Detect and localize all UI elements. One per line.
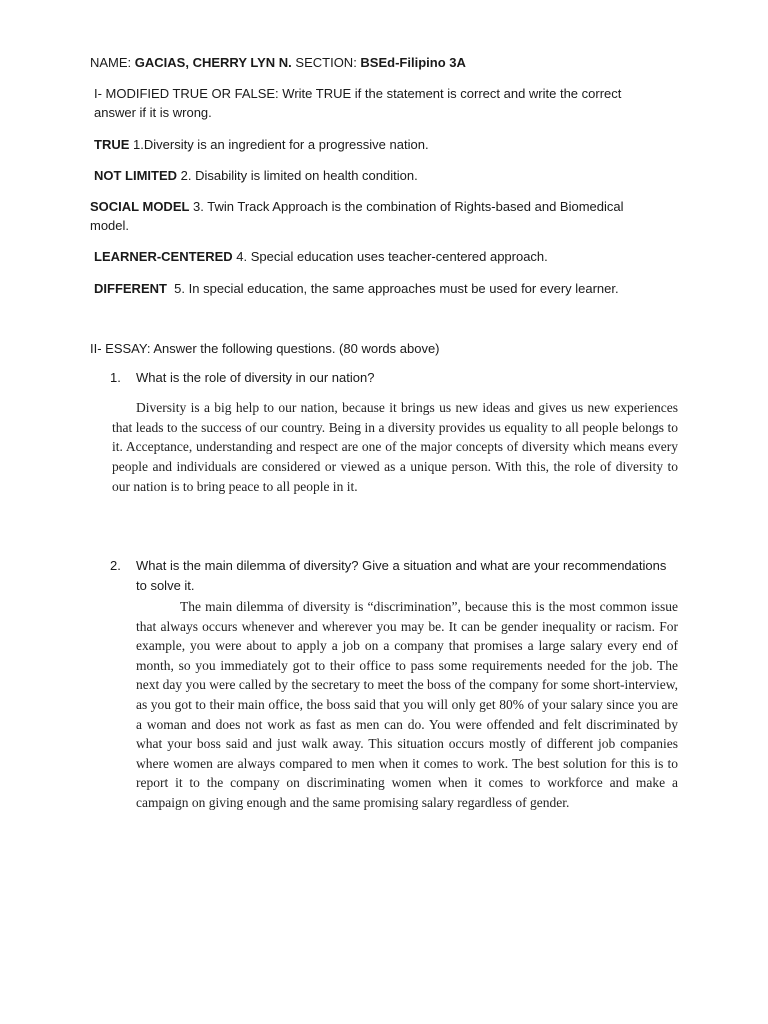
tf-answer: NOT LIMITED — [94, 168, 178, 183]
essay-answer-2: The main dilemma of diversity is “discrimination”, because this is the most common issue that always occurs whenever and wherever you may be. It can be gender inequality or racism. For example, you were about to apply a job on a company that promises a large salary every end of month, so you immediately got to their office to pass some requirements needed for the job. The next day you were called by the secretary to meet the boss of the company for some short-interview, as you got to their main office, the boss said that you will only get 80% of your salary since you are a woman and does not work as fast as men can do. You were offended and felt discriminated by what your boss said and just walk away. This situation occurs mostly of different job companies where women are always compared to men when it comes to work. The best solution for this is to report it to the company on discriminating women when it comes to workforce and make a campaign on giving enough and the same promising salary regardless of gender. — [136, 599, 678, 810]
part2-instructions: Answer the following questions. (80 words above) — [150, 341, 440, 356]
tf-statement: Special education uses teacher-centered approach. — [247, 249, 548, 264]
part2-heading — [90, 339, 690, 358]
essay-question-1 — [110, 368, 670, 388]
student-header — [90, 53, 690, 72]
tf-number: 5. — [166, 281, 186, 296]
section-value: BSEd-Filipino 3A — [360, 55, 466, 70]
section-label: SECTION: — [291, 55, 361, 70]
question-number: 2. — [110, 558, 121, 573]
student-name: GACIAS, CHERRY LYN N. — [134, 55, 292, 70]
part1-instructions: Write TRUE if the statement is correct and write the correct answer if it is wrong. — [94, 86, 622, 120]
essay-question-2 — [110, 556, 670, 596]
tf-answer: DIFFERENT — [94, 281, 167, 296]
tf-item-2 — [94, 166, 694, 185]
tf-number: 2. — [177, 168, 192, 183]
tf-number: 3. — [189, 199, 204, 214]
tf-statement: Disability is limited on health condition. — [191, 168, 418, 183]
tf-item-3 — [90, 197, 650, 235]
tf-answer: SOCIAL MODEL — [90, 199, 190, 214]
question-text: What is the role of diversity in our nation? — [136, 370, 375, 385]
tf-number: 4. — [232, 249, 248, 264]
name-label: NAME: — [90, 55, 135, 70]
essay-answer-1: Diversity is a big help to our nation, because it brings us new ideas and gives us new experiences that leads to the success of our country. Being in a diversity provides us equality to all people belongs to it. Acceptance, understanding and respect are one of the major concepts of diversity which means every people and individuals are considered or viewed as a unique person. With this, the role of diversity to our nation is to bring peace to all people in it. — [112, 400, 678, 494]
tf-statement: In special education, the same approaches must be used for every learner. — [185, 281, 619, 296]
tf-statement: Diversity is an ingredient for a progressive nation. — [143, 137, 429, 152]
tf-answer: TRUE — [94, 137, 130, 152]
question-number: 1. — [110, 370, 121, 385]
tf-number: 1. — [129, 137, 144, 152]
question-text: What is the main dilemma of diversity? Give a situation and what are your recommendations to solve it. — [136, 558, 667, 593]
part1-title: I- MODIFIED TRUE OR FALSE: — [94, 86, 279, 101]
tf-item-1 — [94, 135, 694, 154]
part1-heading — [94, 84, 654, 122]
tf-item-5 — [94, 279, 694, 298]
tf-statement: Twin Track Approach is the combination of Rights-based and Biomedical model. — [90, 199, 624, 233]
tf-answer: LEARNER-CENTERED — [94, 249, 233, 264]
part2-title: II- ESSAY: — [90, 341, 151, 356]
tf-item-4 — [94, 247, 694, 266]
